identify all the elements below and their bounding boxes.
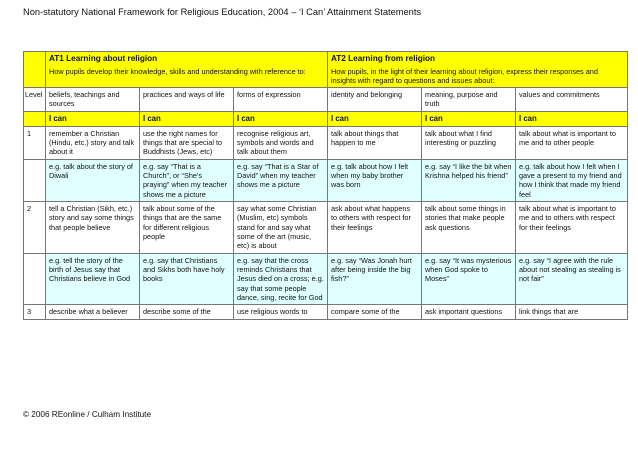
example-spacer (24, 159, 46, 201)
ican-label: I can (234, 111, 328, 126)
attainment-table (23, 51, 628, 320)
statement-cell: compare some of the (328, 305, 422, 319)
example-cell: e.g. say “It was mysterious when God spoke to Moses” (422, 253, 516, 305)
level-2-example-row (24, 253, 628, 305)
ican-label: I can (516, 111, 628, 126)
example-cell: e.g. talk about how I felt when my baby brother was born (328, 159, 422, 201)
at1-header-cell (46, 52, 328, 88)
statement-cell: talk about what is important to me and to others with respect for their feelings (516, 202, 628, 254)
ican-row (24, 111, 628, 126)
header-corner-cell (24, 52, 46, 88)
example-cell: e.g. say “I agree with the rule about not stealing as stealing is not fair” (516, 253, 628, 305)
document-title: Non-statutory National Framework for Religious Education, 2004 – ‘I Can’ Attainment Statements (23, 7, 422, 17)
statement-cell: say what some Christian (Muslim, etc) symbols stand for and say what some of the art (music, etc) is about (234, 202, 328, 254)
attainment-target-header-row (24, 52, 628, 88)
ican-label: I can (328, 111, 422, 126)
level-number: 2 (24, 202, 46, 254)
column-header-values: values and commitments (516, 88, 628, 112)
statement-cell: describe some of the (140, 305, 234, 319)
ican-label: I can (46, 111, 140, 126)
example-cell: e.g. talk about how I felt when I gave a present to my friend and how I think that made my friend feel (516, 159, 628, 201)
example-cell: e.g. say that the cross reminds Christians that Jesus died on a cross; e.g. say that some people dance, sing, recite for God (234, 253, 328, 305)
example-cell: e.g. say “That is a Star of David” when my teacher shows me a picture (234, 159, 328, 201)
level-2-statement-row (24, 202, 628, 254)
column-header-beliefs: beliefs, teachings and sources (46, 88, 140, 112)
statement-cell: use the right names for things that are special to Buddhists (Jews, etc) (140, 126, 234, 159)
example-cell: e.g. tell the story of the birth of Jesus say that Christians believe in God (46, 253, 140, 305)
example-cell: e.g. say that Christians and Sikhs both have holy books (140, 253, 234, 305)
level-1-statement-row (24, 126, 628, 159)
ican-spacer (24, 111, 46, 126)
statement-cell: ask important questions (422, 305, 516, 319)
statement-cell: talk about what I find interesting or puzzling (422, 126, 516, 159)
copyright-footer: © 2006 REonline / Culham Institute (23, 410, 152, 419)
level-number: 3 (24, 305, 46, 319)
at2-title: AT2 Learning from religion (331, 54, 436, 63)
at1-subtitle: How pupils develop their knowledge, skills and understanding with reference to: (49, 66, 306, 76)
example-cell: e.g. talk about the story of Diwali (46, 159, 140, 201)
statement-cell: recognise religious art, symbols and words and talk about them (234, 126, 328, 159)
column-header-row (24, 88, 628, 112)
statement-cell: tell a Christian (Sikh, etc.) story and say some things that people believe (46, 202, 140, 254)
ican-label: I can (422, 111, 516, 126)
statement-cell: talk about some things in stories that make people ask questions (422, 202, 516, 254)
column-header-meaning: meaning, purpose and truth (422, 88, 516, 112)
at2-header-cell (328, 52, 628, 88)
ican-label: I can (140, 111, 234, 126)
example-cell: e.g. say “That is a Church”, or “She's praying” when my teacher shows me a picture (140, 159, 234, 201)
statement-cell: ask about what happens to others with respect for their feelings (328, 202, 422, 254)
level-3-statement-row (24, 305, 628, 319)
statement-cell: talk about what is important to me and to other people (516, 126, 628, 159)
column-header-identity: identity and belonging (328, 88, 422, 112)
column-header-practices: practices and ways of life (140, 88, 234, 112)
level-number: 1 (24, 126, 46, 159)
example-cell: e.g. say “I like the bit when Krishna helped his friend” (422, 159, 516, 201)
column-header-forms-of-expression: forms of expression (234, 88, 328, 112)
at2-subtitle: How pupils, in the light of their learning about religion, express their responses and insights with regard to questions and issues about: (331, 66, 598, 85)
at1-title: AT1 Learning about religion (49, 54, 158, 63)
statement-cell: use religious words to (234, 305, 328, 319)
statement-cell: link things that are (516, 305, 628, 319)
level-header: Level (24, 88, 46, 112)
statement-cell: remember a Christian (Hindu, etc.) story and talk about it (46, 126, 140, 159)
level-1-example-row (24, 159, 628, 201)
statement-cell: describe what a believer (46, 305, 140, 319)
example-cell: e.g. say “Was Jonah hurt after being inside the big fish?” (328, 253, 422, 305)
statement-cell: talk about some of the things that are the same for different religious people (140, 202, 234, 254)
statement-cell: talk about things that happen to me (328, 126, 422, 159)
example-spacer (24, 253, 46, 305)
